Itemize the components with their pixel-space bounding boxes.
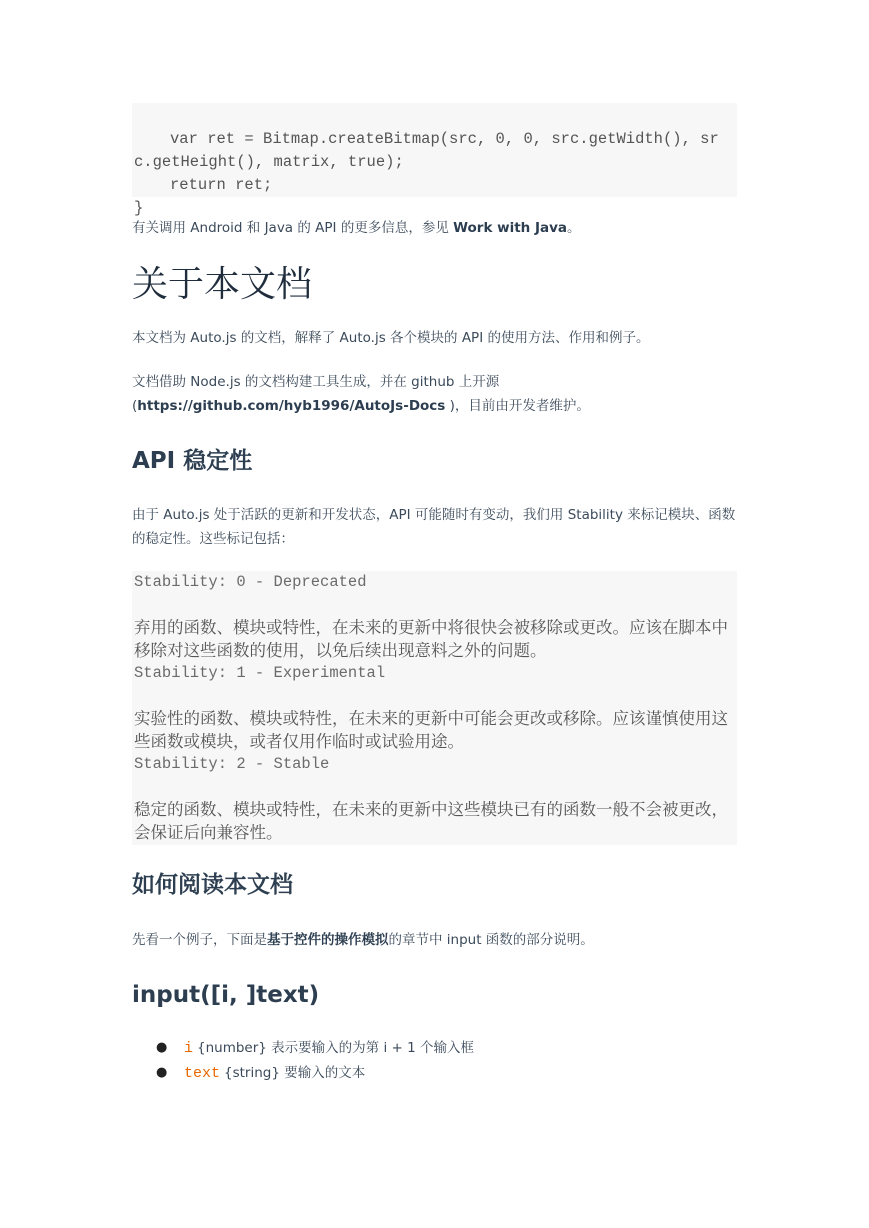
howto-title: 如何阅读本文档 [132,872,293,898]
list-item [157,1061,737,1086]
about-paragraph-1: 本文档为 Auto.js 的文档，解释了 Auto.js 各个模块的 API 的使用方法、作用和例子。 [132,330,650,346]
stability-desc-stable: 稳定的函数、模块或特性，在未来的更新中这些模块已有的函数一般不会被更改，会保证后向兼容性。 [134,800,728,842]
code-line: var ret = Bitmap.createBitmap(src, 0, 0, src.getWidth(), src.getHeight(), matrix, true); [134,130,719,171]
stability-desc-experimental: 实验性的函数、模块或特性，在未来的更新中可能会更改或移除。应该谨慎使用这些函数或模块，或者仅用作临时或试验用途。 [134,709,728,751]
stability-desc-deprecated: 弃用的函数、模块或特性，在未来的更新中将很快会被移除或更改。应该在脚本中移除对这些函数的使用，以免后续出现意料之外的问题。 [134,618,728,660]
param-desc: 表示要输入的为第 i + 1 个输入框 [266,1040,474,1056]
stability-title: API 稳定性 [132,448,253,474]
about-paragraph-2-open: ( [132,398,138,414]
list-item [157,1036,737,1061]
param-list [132,1036,737,1086]
java-note-text: 有关调用 Android 和 Java 的 API 的更多信息，参见 [132,220,454,236]
stability-label-deprecated: Stability: 0 - Deprecated [134,573,367,591]
howto-suffix: 的章节中 input 函数的部分说明。 [388,932,594,948]
about-paragraph-2-text: 文档借助 Node.js 的文档构建工具生成，并在 github 上开源 [132,374,500,390]
bullet-icon: ● [156,1065,168,1080]
about-paragraph-2 [132,370,737,418]
stability-block [132,571,737,845]
about-paragraph-2-suffix: )，目前由开发者维护。 [445,398,590,414]
stability-intro: 由于 Auto.js 处于活跃的更新和开发状态，API 可能随时有变动，我们用 Stability 来标记模块、函数的稳定性。这些标记包括： [132,507,736,547]
java-note [132,216,737,240]
java-note-suffix: 。 [567,220,581,236]
param-type: {number} [197,1040,267,1056]
code-line: return ret; [170,176,273,194]
param-name: text [184,1065,221,1082]
stability-label-stable: Stability: 2 - Stable [134,755,330,773]
param-type: {string} [224,1065,280,1081]
howto-text: 先看一个例子，下面是 [132,932,267,948]
howto-paragraph [132,928,737,952]
code-line: } [134,199,144,217]
input-function-title: input([i, ]text) [132,982,320,1008]
param-name: i [184,1040,194,1057]
about-title: 关于本文档 [132,264,313,305]
widget-ops-link[interactable]: 基于控件的操作模拟 [267,932,389,948]
github-docs-link[interactable]: https://github.com/hyb1996/AutoJs-Docs [137,398,446,414]
param-desc: 要输入的文本 [279,1065,366,1081]
work-with-java-link[interactable]: Work with Java [453,220,568,236]
stability-label-experimental: Stability: 1 - Experimental [134,664,386,682]
bullet-icon: ● [156,1040,168,1055]
code-block [132,103,737,217]
